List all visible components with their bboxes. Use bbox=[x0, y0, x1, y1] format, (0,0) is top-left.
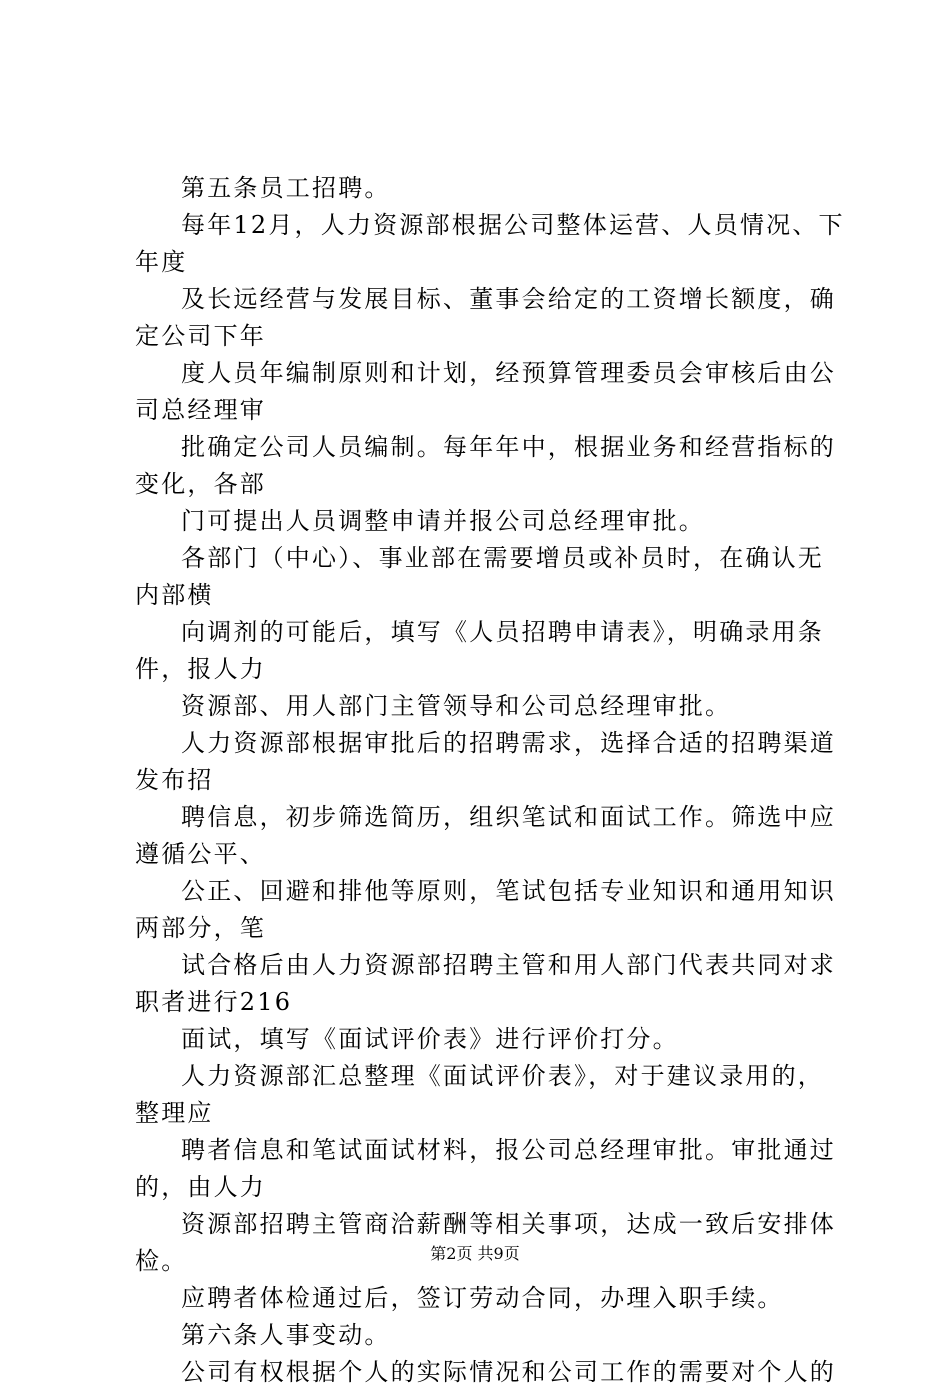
text-line: 人力资源部根据审批后的招聘需求，选择合适的招聘渠道 bbox=[181, 729, 836, 757]
text-line: 第五条员工招聘。 bbox=[181, 174, 391, 202]
text-line: 定公司下年 bbox=[135, 322, 266, 350]
text-line: 试合格后由人力资源部招聘主管和用人部门代表共同对求 bbox=[181, 951, 836, 979]
text-line: 聘者信息和笔试面试材料，报公司总经理审批。审批通过 bbox=[181, 1136, 836, 1164]
text-line: 资源部、用人部门主管领导和公司总经理审批。 bbox=[181, 692, 732, 720]
text-line: 每年12月，人力资源部根据公司整体运营、人员情况、下 bbox=[181, 211, 845, 239]
page-footer: 第2页 共9页 bbox=[430, 1244, 520, 1263]
text-line: 及长远经营与发展目标、董事会给定的工资增长额度，确 bbox=[181, 285, 836, 313]
text-line: 年度 bbox=[135, 248, 188, 276]
text-line: 整理应 bbox=[135, 1099, 214, 1127]
text-line: 第六条人事变动。 bbox=[181, 1321, 391, 1349]
text-line: 遵循公平、 bbox=[135, 840, 266, 868]
text-line: 件，报人力 bbox=[135, 655, 266, 683]
text-line: 人力资源部汇总整理《面试评价表》，对于建议录用的， bbox=[181, 1062, 824, 1090]
text-line: 公司有权根据个人的实际情况和公司工作的需要对个人的 bbox=[181, 1358, 836, 1386]
text-line: 面试，填写《面试评价表》进行评价打分。 bbox=[181, 1025, 679, 1053]
text-line: 的，由人力 bbox=[135, 1173, 266, 1201]
text-line: 门可提出人员调整申请并报公司总经理审批。 bbox=[181, 507, 705, 535]
document-body bbox=[135, 170, 855, 1391]
text-line: 变化，各部 bbox=[135, 470, 266, 498]
text-line: 两部分，笔 bbox=[135, 914, 266, 942]
text-line: 内部横 bbox=[135, 581, 214, 609]
text-line: 应聘者体检通过后，签订劳动合同，办理入职手续。 bbox=[181, 1284, 784, 1312]
text-line: 向调剂的可能后，填写《人员招聘申请表》，明确录用条 bbox=[181, 618, 824, 646]
text-line: 检。 bbox=[135, 1247, 188, 1275]
text-line: 职者进行216 bbox=[135, 988, 293, 1016]
text-line: 发布招 bbox=[135, 766, 214, 794]
text-line: 各部门（中心）、事业部在需要增员或补员时，在确认无 bbox=[181, 544, 824, 572]
text-line: 聘信息，初步筛选简历，组织笔试和面试工作。筛选中应 bbox=[181, 803, 836, 831]
text-line: 批确定公司人员编制。每年年中，根据业务和经营指标的 bbox=[181, 433, 836, 461]
text-line: 度人员年编制原则和计划，经预算管理委员会审核后由公 bbox=[181, 359, 836, 387]
text-line: 公正、回避和排他等原则，笔试包括专业知识和通用知识 bbox=[181, 877, 836, 905]
text-line: 资源部招聘主管商洽薪酬等相关事项，达成一致后安排体 bbox=[181, 1210, 836, 1238]
text-line: 司总经理审 bbox=[135, 396, 266, 424]
